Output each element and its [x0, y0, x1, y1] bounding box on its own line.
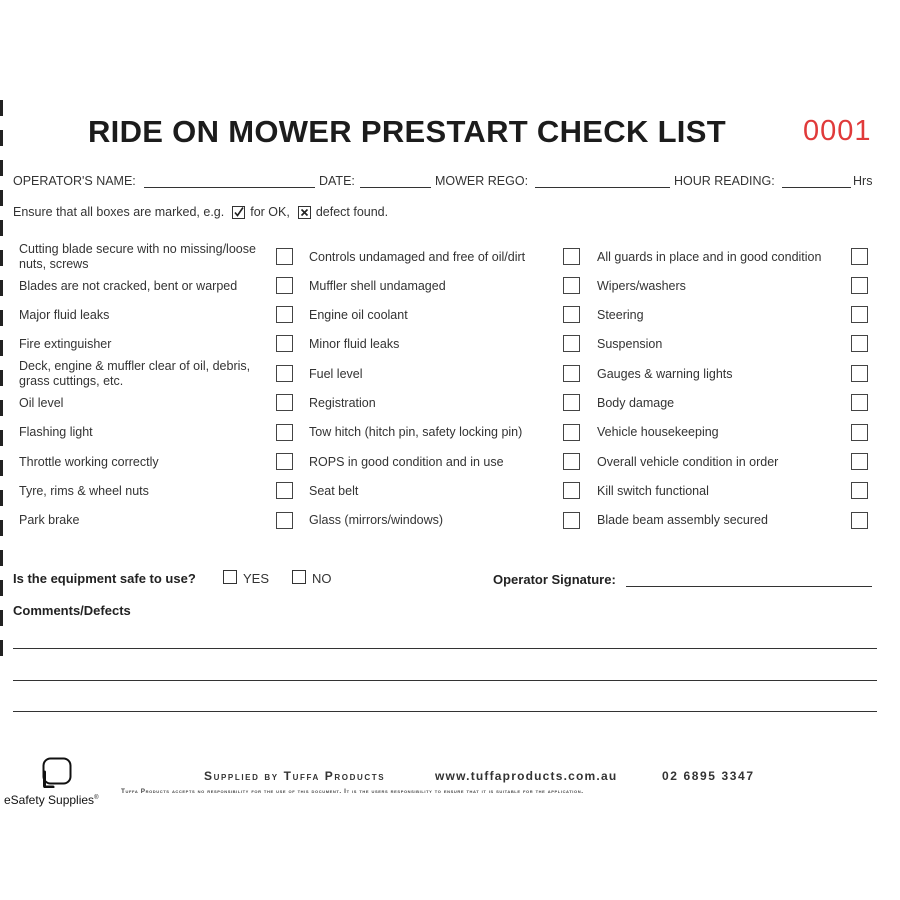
instructions-ok-text: for OK, — [250, 205, 290, 219]
checklist-checkbox[interactable] — [851, 248, 868, 265]
checklist-item-label: Steering — [597, 308, 644, 322]
safe-no-label: NO — [312, 571, 332, 586]
rounded-square-logo-icon — [41, 756, 73, 788]
checklist-item-label: Muffler shell undamaged — [309, 279, 446, 293]
footer-phone: 02 6895 3347 — [662, 769, 755, 783]
checklist-item-label: Minor fluid leaks — [309, 337, 400, 351]
instructions-prefix: Ensure that all boxes are marked, e.g. — [13, 205, 225, 219]
checklist-item-label: All guards in place and in good condition — [597, 250, 822, 264]
checklist-checkbox[interactable] — [563, 277, 580, 294]
brand-logo — [0, 748, 113, 818]
brand-name: eSafety Supplies® — [4, 793, 99, 807]
checklist-item-label: Deck, engine & muffler clear of oil, debris, grass cuttings, etc. — [19, 359, 251, 388]
serial-number: 0001 — [803, 115, 872, 147]
checklist-item-label: Kill switch functional — [597, 484, 709, 498]
operator-name-label: OPERATOR'S NAME: — [13, 174, 136, 188]
date-field[interactable] — [360, 187, 431, 188]
checklist-item-label: Flashing light — [19, 425, 93, 439]
checklist-item-label: Throttle working correctly — [19, 455, 159, 469]
checklist-item-label: Seat belt — [309, 484, 359, 498]
checklist-checkbox[interactable] — [851, 482, 868, 499]
checklist-item-label: Controls undamaged and free of oil/dirt — [309, 250, 526, 264]
checklist-item-label: Fire extinguisher — [19, 337, 112, 351]
binding-marks — [0, 90, 3, 660]
checklist-item-label: Vehicle housekeeping — [597, 425, 719, 439]
checklist-checkbox[interactable] — [851, 365, 868, 382]
comment-line[interactable] — [13, 680, 877, 681]
checklist-checkbox[interactable] — [851, 277, 868, 294]
checklist-checkbox[interactable] — [276, 277, 293, 294]
checklist-checkbox[interactable] — [563, 394, 580, 411]
operator-signature-field[interactable] — [626, 586, 872, 587]
checklist-checkbox[interactable] — [563, 512, 580, 529]
checklist-item-label: Wipers/washers — [597, 279, 686, 293]
checklist-checkbox[interactable] — [276, 512, 293, 529]
checklist-checkbox[interactable] — [563, 335, 580, 352]
checklist-checkbox[interactable] — [851, 424, 868, 441]
instructions-defect-text: defect found. — [315, 205, 389, 219]
checklist-checkbox[interactable] — [276, 335, 293, 352]
checklist-item-label: Oil level — [19, 396, 64, 410]
checklist-checkbox[interactable] — [563, 424, 580, 441]
checklist-checkbox[interactable] — [276, 248, 293, 265]
footer-website: www.tuffaproducts.com.au — [435, 769, 618, 783]
comment-line[interactable] — [13, 711, 877, 712]
comments-label: Comments/Defects — [13, 603, 131, 618]
checklist-checkbox[interactable] — [276, 394, 293, 411]
checklist-checkbox[interactable] — [276, 306, 293, 323]
checklist-item-label: Glass (mirrors/windows) — [309, 513, 444, 527]
hour-reading-field[interactable] — [782, 187, 851, 188]
checklist-item-label: Engine oil coolant — [309, 308, 408, 322]
safe-no-checkbox[interactable] — [292, 570, 306, 584]
checklist-checkbox[interactable] — [851, 394, 868, 411]
safety-question: Is the equipment safe to use? — [13, 571, 196, 586]
hour-reading-label: HOUR READING: — [674, 174, 775, 188]
checklist-item-label: Major fluid leaks — [19, 308, 110, 322]
sample-defect-checkbox-icon — [298, 206, 311, 219]
checklist-item-label: Registration — [309, 396, 376, 410]
checklist-item-label: Tyre, rims & wheel nuts — [19, 484, 149, 498]
checklist-item-label: ROPS in good condition and in use — [309, 455, 504, 469]
checklist-item-label: Body damage — [597, 396, 675, 410]
footer-disclaimer: Tuffa Products accepts no responsibility for the use of this document. It is the users responsibility to ensure that it is suitable for the application. — [121, 788, 584, 795]
checklist-item-label: Overall vehicle condition in order — [597, 455, 779, 469]
checklist-checkbox[interactable] — [276, 453, 293, 470]
sample-ok-checkbox-icon — [232, 206, 245, 219]
checklist-checkbox[interactable] — [563, 306, 580, 323]
safe-yes-label: YES — [243, 571, 270, 586]
operator-name-field[interactable] — [144, 187, 315, 188]
checklist-checkbox[interactable] — [276, 424, 293, 441]
date-label: DATE: — [319, 174, 355, 188]
mower-rego-label: MOWER REGO: — [435, 174, 529, 188]
checklist-checkbox[interactable] — [851, 512, 868, 529]
checklist-checkbox[interactable] — [563, 453, 580, 470]
header-fields — [13, 174, 875, 190]
checklist-item-label: Fuel level — [309, 367, 363, 381]
checklist-item-label: Blades are not cracked, bent or warped — [19, 279, 238, 293]
instructions — [13, 205, 388, 219]
checklist-item-label: Tow hitch (hitch pin, safety locking pin) — [309, 425, 523, 439]
operator-signature-label: Operator Signature: — [493, 572, 616, 587]
comment-line[interactable] — [13, 648, 877, 649]
footer-supplied-by: Supplied by Tuffa Products — [204, 769, 386, 783]
checklist-checkbox[interactable] — [851, 335, 868, 352]
checklist-item-label: Gauges & warning lights — [597, 367, 733, 381]
checklist-checkbox[interactable] — [851, 453, 868, 470]
form-title: RIDE ON MOWER PRESTART CHECK LIST — [88, 114, 726, 149]
checklist-checkbox[interactable] — [276, 365, 293, 382]
checklist-checkbox[interactable] — [563, 482, 580, 499]
checklist-checkbox[interactable] — [563, 365, 580, 382]
checklist-checkbox[interactable] — [276, 482, 293, 499]
safe-yes-checkbox[interactable] — [223, 570, 237, 584]
checklist-item-label: Blade beam assembly secured — [597, 513, 768, 527]
checklist-item-label: Park brake — [19, 513, 80, 527]
hour-unit: Hrs — [853, 174, 873, 188]
mower-rego-field[interactable] — [535, 187, 670, 188]
footer-supplier-line — [204, 769, 755, 783]
checklist-checkbox[interactable] — [851, 306, 868, 323]
checklist-checkbox[interactable] — [563, 248, 580, 265]
checklist-item-label: Cutting blade secure with no missing/loose nuts, screws — [19, 242, 256, 271]
checklist-item-label: Suspension — [597, 337, 663, 351]
